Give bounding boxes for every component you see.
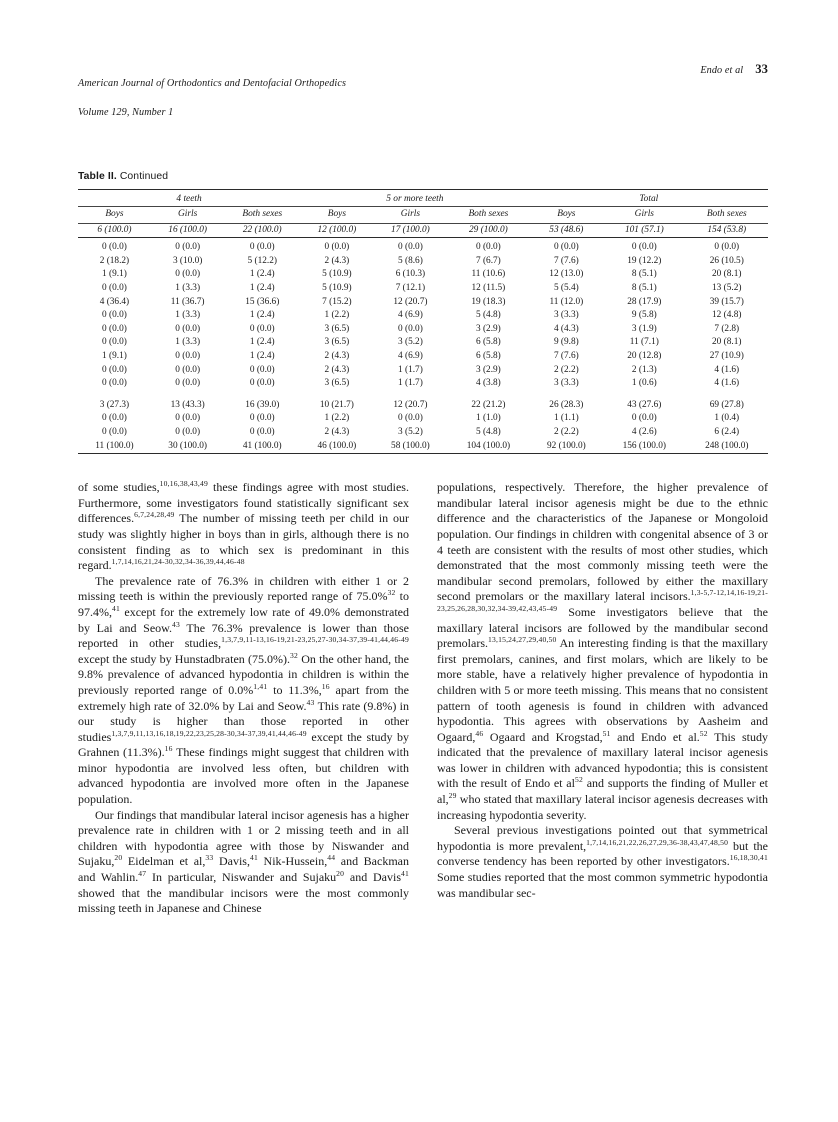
table-cell: 3 (6.5) bbox=[324, 337, 350, 348]
table-cell: 41 (100.0) bbox=[242, 440, 282, 451]
table-cell: 11 (10.6) bbox=[471, 269, 506, 280]
table-cell: 0 (0.0) bbox=[102, 378, 127, 389]
table-cell: 22 (21.2) bbox=[471, 399, 506, 410]
table-cell: 2 (4.3) bbox=[324, 364, 350, 375]
table-cell: 19 (18.3) bbox=[471, 296, 506, 307]
table-cell: 7 (7.6) bbox=[553, 351, 579, 362]
citation-superscript: 41 bbox=[112, 603, 120, 613]
table-column-header: Boys bbox=[300, 207, 374, 224]
table-cell: 5 (8.6) bbox=[398, 255, 423, 266]
table-cell: 3 (1.9) bbox=[631, 323, 657, 334]
table-cell: 0 (0.0) bbox=[249, 323, 275, 334]
table-cell: 3 (5.2) bbox=[398, 337, 423, 348]
table-column-header: Boys bbox=[530, 207, 604, 224]
table-cell: 6 (2.4) bbox=[714, 427, 740, 437]
table-sample-size-row bbox=[78, 223, 768, 238]
table-cell: 1 (1.7) bbox=[398, 378, 423, 389]
table-cell: 3 (5.2) bbox=[398, 427, 423, 437]
table-cell: 1 (1.1) bbox=[553, 413, 579, 424]
citation-superscript: 43 bbox=[172, 619, 181, 629]
table-cell: 16 (39.0) bbox=[245, 399, 280, 410]
table-cell: 7 (6.7) bbox=[475, 255, 501, 266]
body-column-right bbox=[437, 480, 768, 917]
table-row bbox=[78, 377, 768, 391]
table-caption bbox=[78, 171, 768, 182]
table-cell: 11 (100.0) bbox=[95, 440, 134, 451]
table-column-header: Both sexes bbox=[686, 207, 768, 224]
table-column-header: Both sexes bbox=[447, 207, 529, 224]
table-cell: 28 (17.9) bbox=[627, 296, 662, 307]
table-cell: 0 (0.0) bbox=[324, 242, 350, 253]
table-sample-size-cell: 17 (100.0) bbox=[391, 224, 430, 235]
table-cell: 0 (0.0) bbox=[249, 364, 275, 375]
citation-superscript: 16,18,30,41 bbox=[729, 853, 768, 863]
table-row bbox=[78, 336, 768, 350]
table-cell: 13 (5.2) bbox=[712, 283, 742, 294]
table-group-header: Total bbox=[530, 193, 768, 207]
citation-superscript: 6,7,24,28,49 bbox=[134, 510, 175, 520]
table-cell: 20 (8.1) bbox=[712, 269, 742, 280]
table-cell: 4 (36.4) bbox=[99, 296, 130, 307]
table-cell: 92 (100.0) bbox=[546, 440, 586, 451]
citation-superscript: 51 bbox=[602, 728, 611, 738]
citation-superscript: 43 bbox=[306, 697, 315, 707]
table-cell: 12 (20.7) bbox=[393, 399, 428, 410]
table-cell: 3 (2.9) bbox=[475, 323, 501, 334]
table-cell: 3 (27.3) bbox=[99, 399, 130, 410]
table-group-header: 5 or more teeth bbox=[300, 193, 529, 207]
table-cell: 7 (12.1) bbox=[395, 283, 426, 294]
table-cell: 0 (0.0) bbox=[102, 323, 127, 334]
table-cell: 2 (4.3) bbox=[324, 351, 350, 362]
table-row bbox=[78, 364, 768, 378]
table-sample-size-cell: 154 (53.8) bbox=[707, 224, 747, 235]
journal-title: American Journal of Orthodontics and Dentofacial Orthopedics bbox=[78, 77, 347, 89]
table-column-header: Both sexes bbox=[224, 207, 300, 224]
table-cell: 1 (2.4) bbox=[249, 337, 275, 348]
table-row bbox=[78, 412, 768, 426]
table-cell: 11 (36.7) bbox=[170, 296, 205, 307]
table-cell: 3 (2.9) bbox=[475, 364, 501, 375]
table-cell: 0 (0.0) bbox=[175, 378, 201, 389]
citation-superscript: 33 bbox=[205, 853, 214, 863]
table-cell: 6 (5.8) bbox=[475, 351, 501, 362]
table-cell: 0 (0.0) bbox=[102, 242, 127, 253]
table-bottom-rule bbox=[78, 454, 768, 457]
table-cell: 1 (0.4) bbox=[714, 413, 740, 424]
table-cell: 1 (2.2) bbox=[324, 413, 350, 424]
citation-superscript: 1,3-5,7-12,14,16-19,21-23,25,26,28,30,32,34-39,42,43,45-49 bbox=[437, 588, 768, 613]
table-cell: 1 (2.4) bbox=[249, 351, 275, 362]
table-cell: 0 (0.0) bbox=[398, 242, 423, 253]
table-cell: 2 (2.2) bbox=[553, 364, 579, 375]
table-column-header: Girls bbox=[151, 207, 225, 224]
table-cell: 5 (4.8) bbox=[475, 310, 501, 321]
table-cell: 26 (10.5) bbox=[709, 255, 744, 266]
table-cell: 0 (0.0) bbox=[475, 242, 501, 253]
citation-superscript: 1,41 bbox=[253, 681, 268, 691]
citation-superscript: 44 bbox=[327, 853, 336, 863]
running-head bbox=[78, 62, 768, 135]
table-row bbox=[78, 440, 768, 454]
table-cell: 15 (36.6) bbox=[245, 296, 280, 307]
table-cell: 1 (2.4) bbox=[249, 269, 275, 280]
table-cell: 4 (1.6) bbox=[714, 378, 740, 389]
author-names: Endo et al bbox=[700, 65, 744, 76]
citation-superscript: 1,3,7,9,11-13,16-19,21-23,25,27-30,34-37,39-41,44,46-49 bbox=[221, 635, 409, 645]
body-paragraph: Several previous investigations pointed out that symmetrical hypodontia is more prevalent,$^{1,7,14,16,21,22,26,27,29,36-38,43,47,48,50}$ but the converse tendency has been reported by other investigators.$^{16,18,30,41}$ Some studies reported that the most common symmetric hypodontia was mandibular sec- bbox=[437, 823, 769, 900]
table-cell: 4 (6.9) bbox=[398, 310, 423, 321]
journal-volume-issue: Volume 129, Number 1 bbox=[78, 106, 174, 118]
table-cell: 0 (0.0) bbox=[714, 242, 740, 253]
table-cell: 11 (12.0) bbox=[549, 296, 584, 307]
table-cell: 5 (5.4) bbox=[553, 283, 579, 294]
table-cell: 2 (1.3) bbox=[631, 364, 657, 375]
table-cell: 0 (0.0) bbox=[249, 427, 275, 437]
citation-superscript: 16 bbox=[164, 744, 173, 754]
table-cell: 0 (0.0) bbox=[398, 413, 423, 424]
table-cell: 0 (0.0) bbox=[175, 351, 201, 362]
table-row bbox=[78, 350, 768, 364]
table-cell: 39 (15.7) bbox=[709, 296, 744, 307]
running-head-right bbox=[700, 62, 768, 79]
table-cell: 20 (12.8) bbox=[627, 351, 662, 362]
table-cell: 3 (3.3) bbox=[553, 378, 579, 389]
body-column-left bbox=[78, 480, 409, 917]
citation-superscript: 52 bbox=[574, 775, 583, 785]
table-cell: 26 (28.3) bbox=[549, 399, 584, 410]
table-cell: 5 (10.9) bbox=[322, 269, 352, 280]
table-cell: 2 (18.2) bbox=[99, 255, 130, 266]
table-cell: 0 (0.0) bbox=[175, 323, 201, 334]
table-cell: 0 (0.0) bbox=[102, 427, 127, 437]
table-sample-size-cell: 22 (100.0) bbox=[242, 224, 282, 235]
table-cell: 13 (43.3) bbox=[170, 399, 205, 410]
table-cell: 27 (10.9) bbox=[709, 351, 744, 362]
table-sample-size-cell: 29 (100.0) bbox=[469, 224, 508, 235]
table-row bbox=[78, 268, 768, 282]
table-cell: 3 (3.3) bbox=[553, 310, 579, 321]
table-sample-size-cell: 6 (100.0) bbox=[97, 224, 132, 235]
table-data bbox=[78, 189, 768, 457]
table-sample-size-cell: 16 (100.0) bbox=[168, 224, 208, 235]
table-column-header: Girls bbox=[374, 207, 448, 224]
table-cell: 3 (6.5) bbox=[324, 323, 350, 334]
citation-superscript: 16 bbox=[321, 681, 330, 691]
body-paragraph: Our findings that mandibular lateral incisor agenesis has a higher prevalence rate in children with 1 or 2 missing teeth and in all children with hypodontia agree with those by Niswander and Sujaku,$^{20}$ Eidelman et al,$^{33}$ Davis,$^{41}$ Nik-Hussein,$^{44}$ and Backman and Wahlin.$^{47}$ In particular, Niswander and Sujaku$^{20}$ and Davis$^{41}$ showed that the mandibular incisors were the most commonly missing teeth in Japanese and Chinese bbox=[78, 807, 409, 916]
table-cell: 0 (0.0) bbox=[175, 364, 201, 375]
journal-title-block bbox=[78, 62, 346, 135]
table-row bbox=[78, 282, 768, 296]
table-cell: 12 (20.7) bbox=[393, 296, 428, 307]
body-paragraph: The prevalence rate of 76.3% in children with either 1 or 2 missing teeth is within the previously reported range of 75.0%$^{32}$ to 97.4%,$^{41}$ except for the extremely low rate of 49.0% demonstrated by Lai and Seow.$^{43}$ The 76.3% prevalence is lower than those reported in other studies,$^{1,3,7,9,11-13,16-19,21-23,25,27-30,34-37,39-41,44,46-49}$ except the study by Hunstadbraten (75.0%).$^{32}$ On the other hand, the 9.8% prevalence of advanced hypodontia in children is within the previously reported range of 0.0%$^{1,41}$ to 11.3%,$^{16}$ apart from the extremely high rate of 32.0% by Lai and Seow.$^{43}$ This rate (9.8%) in our study is higher than those reported in other studies$^{1,3,7,9,11,13,16,18,19,22,23,25,28-30,34-37,39,41,44,46-49}$ except the study by Grahnen (11.3%).$^{16}$ These findings might suggest that children with minor hypodontia are involved less often, but children with advanced hypodontia are involved more often in the Japanese population. bbox=[78, 573, 410, 807]
table-row bbox=[78, 255, 768, 269]
table-cell: 1 (3.3) bbox=[175, 283, 201, 294]
table-cell: 30 (100.0) bbox=[168, 440, 208, 451]
table-cell: 8 (5.1) bbox=[631, 283, 657, 294]
table-cell: 4 (1.6) bbox=[714, 364, 740, 375]
table-caption-text: Continued bbox=[119, 170, 169, 182]
table-cell: 0 (0.0) bbox=[102, 310, 127, 321]
table-cell: 1 (2.4) bbox=[249, 283, 275, 294]
table-sample-size-cell: 12 (100.0) bbox=[317, 224, 357, 235]
table-cell: 5 (4.8) bbox=[475, 427, 501, 437]
table-cell: 3 (10.0) bbox=[172, 255, 203, 266]
citation-superscript: 1,7,14,16,21,22,26,27,29,36-38,43,47,48,50 bbox=[586, 837, 729, 847]
table-cell: 6 (10.3) bbox=[395, 269, 426, 280]
table-column-header: Boys bbox=[78, 207, 151, 224]
citation-superscript: 32 bbox=[289, 650, 298, 660]
table-cell: 0 (0.0) bbox=[553, 242, 579, 253]
body-paragraph: populations, respectively. Therefore, the higher prevalence of mandibular lateral incisor agenesis might be due to the ethnic difference and the characteristics of the Japanese or Mongoloid population. Our findings in children with congenital absence of 3 or 4 teeth are consistent with the results of most other studies, which demonstrated that the most commonly missing teeth were the mandibular second premolars, followed by either the maxillary second premolars or the maxillary lateral incisors.$^{1,3-5,7-12,14,16-19,21-23,25,26,28,30,32,34-39,42,43,45-49}$ Some investigators believe that the maxillary lateral incisors are followed by the mandibular second premolars.$^{13,15,24,27,29,40,50}$ An interesting finding is that the maxillary first premolars, canines, and first molars, which are likely to be more stable, have a relatively higher prevalence of hypodontia in children with 5 or more teeth missing. This means that no consistent pattern of tooth agenesis is found in children with advanced hypodontia. This agrees with observations by Aasheim and Ogaard,$^{46}$ Ogaard and Krogstad,$^{51}$ and Endo et al.$^{52}$ This study indicated that the prevalence of maxillary lateral incisor agenesis was lower in children with advanced hypodontia; this is consistent with the result of Endo et $al^{52}$ and supports the finding of Muller et al,$^{29}$ who stated that maxillary lateral incisor agenesis decreases with increasing hypodontia severity. bbox=[437, 480, 768, 822]
table-group-header: 4 teeth bbox=[78, 193, 300, 207]
table-cell: 19 (12.2) bbox=[627, 255, 662, 266]
table-cell: 1 (3.3) bbox=[175, 310, 201, 321]
table-cell: 0 (0.0) bbox=[102, 337, 127, 348]
citation-superscript: 46 bbox=[475, 728, 484, 738]
citation-superscript: 41 bbox=[249, 853, 258, 863]
table-cell: 0 (0.0) bbox=[249, 378, 275, 389]
body-paragraph: of some studies,$^{10,16,38,43,49}$ these findings agree with most studies. Furthermore, some investigators found statistically significant sex differences.$^{6,7,24,28,49}$ The number of missing teeth per child in our study was slightly higher in boys than in girls, although there is no consistent finding as to which sex is predominant in this regard.$^{1,7,14,16,21,24-30,32,34-36,39,44,46-48}$ bbox=[78, 479, 409, 573]
citation-superscript: 29 bbox=[448, 791, 457, 801]
table-cell: 46 (100.0) bbox=[317, 440, 357, 451]
table-cell: 1 (2.4) bbox=[249, 310, 275, 321]
table-cell: 1 (9.1) bbox=[102, 269, 127, 280]
table-column-header: Girls bbox=[603, 207, 685, 224]
table-cell: 69 (27.8) bbox=[709, 399, 744, 410]
citation-superscript: 1,3,7,9,11,13,16,18,19,22,23,25,28-30,34-37,39,41,44,46-49 bbox=[111, 728, 307, 738]
table-cell: 0 (0.0) bbox=[175, 269, 201, 280]
table-cell: 1 (2.2) bbox=[324, 310, 350, 321]
table-cell: 3 (6.5) bbox=[324, 378, 350, 389]
table-cell: 10 (21.7) bbox=[319, 399, 354, 410]
table-cell: 20 (8.1) bbox=[712, 337, 742, 348]
table-cell: 1 (1.0) bbox=[475, 413, 501, 424]
citation-superscript: 52 bbox=[699, 728, 708, 738]
table-group-header-row bbox=[78, 193, 768, 207]
citation-superscript: 1,7,14,16,21,24-30,32,34-36,39,44,46-48 bbox=[111, 557, 245, 567]
table-cell: 1 (3.3) bbox=[175, 337, 201, 348]
table-cell: 0 (0.0) bbox=[102, 364, 127, 375]
table-cell: 0 (0.0) bbox=[631, 242, 657, 253]
table-cell: 8 (5.1) bbox=[631, 269, 657, 280]
table-cell: 0 (0.0) bbox=[398, 323, 423, 334]
table-cell: 9 (5.8) bbox=[631, 310, 657, 321]
table-caption-number: Table II. bbox=[78, 170, 117, 182]
table-cell: 4 (3.8) bbox=[475, 378, 501, 389]
table-sample-size-cell: 53 (48.6) bbox=[549, 224, 584, 235]
table-cell: 12 (11.5) bbox=[471, 283, 506, 294]
table-cell: 9 (9.8) bbox=[553, 337, 579, 348]
table-cell: 0 (0.0) bbox=[249, 242, 275, 253]
table-cell: 4 (4.3) bbox=[553, 323, 579, 334]
citation-superscript: 32 bbox=[387, 588, 396, 598]
table-cell: 5 (10.9) bbox=[322, 283, 352, 294]
citation-superscript: 47 bbox=[138, 869, 147, 879]
table-cell: 43 (27.6) bbox=[627, 399, 662, 410]
table-cell: 4 (2.6) bbox=[631, 427, 657, 437]
table-cell: 0 (0.0) bbox=[631, 413, 657, 424]
table-cell: 4 (6.9) bbox=[398, 351, 423, 362]
table-cell: 1 (1.7) bbox=[398, 364, 423, 375]
article-body bbox=[78, 480, 768, 917]
table-cell: 2 (4.3) bbox=[324, 255, 350, 266]
table-row bbox=[78, 399, 768, 413]
table-cell: 0 (0.0) bbox=[249, 413, 275, 424]
table-cell: 7 (2.8) bbox=[714, 323, 740, 334]
citation-superscript: 41 bbox=[401, 869, 409, 879]
table-row bbox=[78, 241, 768, 255]
table-cell: 2 (4.3) bbox=[324, 427, 350, 437]
table-row bbox=[78, 426, 768, 440]
table-cell: 7 (7.6) bbox=[553, 255, 579, 266]
table-spacer-row bbox=[78, 391, 768, 399]
citation-superscript: 13,15,24,27,29,40,50 bbox=[487, 635, 557, 645]
table-cell: 248 (100.0) bbox=[705, 440, 749, 451]
table-cell: 7 (15.2) bbox=[322, 296, 352, 307]
table-cell: 0 (0.0) bbox=[102, 413, 127, 424]
table-cell: 12 (13.0) bbox=[549, 269, 584, 280]
table-row bbox=[78, 309, 768, 323]
table-cell: 0 (0.0) bbox=[175, 427, 201, 437]
table-block bbox=[78, 171, 768, 457]
table-cell: 2 (2.2) bbox=[553, 427, 579, 437]
citation-superscript: 20 bbox=[336, 869, 345, 879]
table-cell: 5 (12.2) bbox=[247, 255, 277, 266]
table-cell: 6 (5.8) bbox=[475, 337, 501, 348]
table-sample-size-cell: 101 (57.1) bbox=[624, 224, 664, 235]
table-cell: 11 (7.1) bbox=[629, 337, 659, 348]
table-cell: 1 (0.6) bbox=[631, 378, 657, 389]
table-cell: 156 (100.0) bbox=[622, 440, 667, 451]
table-cell: 0 (0.0) bbox=[175, 242, 201, 253]
table-cell: 0 (0.0) bbox=[175, 413, 201, 424]
table-cell: 58 (100.0) bbox=[391, 440, 430, 451]
table-row bbox=[78, 296, 768, 310]
table-row bbox=[78, 323, 768, 337]
table-cell: 1 (9.1) bbox=[102, 351, 127, 362]
citation-superscript: 20 bbox=[114, 853, 123, 863]
table-cell: 12 (4.8) bbox=[712, 310, 742, 321]
table-cell: 104 (100.0) bbox=[466, 440, 511, 451]
page-number: 33 bbox=[755, 62, 768, 76]
citation-superscript: 10,16,38,43,49 bbox=[159, 479, 209, 489]
table-cell: 0 (0.0) bbox=[102, 283, 127, 294]
table-sub-header-row bbox=[78, 207, 768, 224]
